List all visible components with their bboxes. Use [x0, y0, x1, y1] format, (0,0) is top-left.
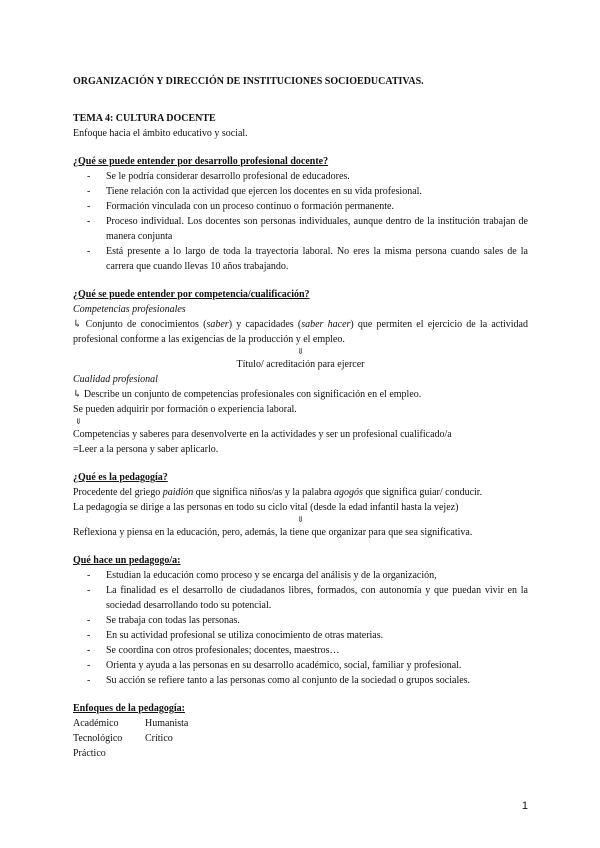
subheading-competencias: Competencias profesionales — [73, 304, 186, 315]
list-item: - Su acción se refiere tanto a las personas como al conjunto de la sociedad o grupos sociales. — [73, 673, 528, 688]
section-pedagogia — [73, 470, 528, 540]
list-item: - Se trabaja con todas las personas. — [73, 613, 528, 628]
section-heading: ¿Qué se puede entender por competencia/cualificación? — [73, 289, 310, 300]
section-competencia — [73, 287, 528, 457]
enfoques-row: Académico Humanista — [73, 718, 189, 729]
list-item: - Formación vinculada con un proceso continuo o formación permanente. — [73, 199, 528, 214]
section-desarrollo — [73, 154, 528, 274]
list-item: - Se coordina con otros profesionales; docentes, maestros… — [73, 643, 528, 658]
paragraph: =Leer a la persona y saber aplicarlo. — [73, 444, 219, 455]
section-pedagogo — [73, 553, 528, 688]
tema-heading: TEMA 4: CULTURA DOCENTE — [73, 113, 216, 124]
subheading-cualidad: Cualidad profesional — [73, 374, 158, 385]
paragraph: ↳ Describe un conjunto de competencias profesionales con significación en el empleo. — [73, 389, 422, 400]
document-page — [73, 68, 528, 761]
paragraph: Procedente del griego paidión que significa niños/as y la palabra agogós que significa guiar/ conducir. — [73, 487, 483, 498]
enfoques-row: Práctico — [73, 748, 106, 759]
list-item: - Orienta y ayuda a las personas en su desarrollo académico, social, familiar y profesional. — [73, 658, 528, 673]
paragraph: Competencias y saberes para desenvolverte en la actividades y ser un profesional cualificado/a — [73, 429, 452, 440]
enfoque-text: Enfoque hacia el ámbito educativo y social. — [73, 128, 248, 139]
section-heading: ¿Qué es la pedagogía? — [73, 472, 168, 483]
bullet-list — [73, 169, 528, 274]
titulo-text: Título/ acreditación para ejercer — [236, 359, 365, 370]
down-arrow-icon: ⇓ — [75, 417, 82, 426]
down-arrow-icon: ⇓ — [297, 347, 304, 356]
section-heading: Enfoques de la pedagogía: — [73, 703, 185, 714]
bullet-list — [73, 568, 528, 688]
section-enfoques — [73, 701, 528, 761]
paragraph: Reflexiona y piensa en la educación, pero, además, la tiene que organizar para que sea significativa. — [73, 527, 473, 538]
enfoques-row: Tecnológico Crítico — [73, 733, 173, 744]
list-item: - La finalidad es el desarrollo de ciudadanos libres, formados, con autonomía y que puedan vivir en la sociedad desarrollando todo su potencial. — [73, 583, 528, 613]
list-item: - Proceso individual. Los docentes son personas individuales, aunque dentro de la institución trabajan de manera conjunta — [73, 214, 528, 244]
list-item: - Tiene relación con la actividad que ejercen los docentes en su vida profesional. — [73, 184, 528, 199]
paragraph: ↳ Conjunto de conocimientos (saber) y capacidades (saber hacer) que permiten el ejercicio de la actividad profesional conforme a las exigencias de la producción y el empleo. — [73, 319, 528, 345]
paragraph: Se pueden adquirir por formación o experiencia laboral. — [73, 404, 297, 415]
section-heading: ¿Qué se puede entender por desarrollo profesional docente? — [73, 156, 329, 167]
down-arrow-icon: ⇓ — [297, 515, 304, 524]
list-item: - Estudian la educación como proceso y se encarga del análisis y de la organización, — [73, 568, 528, 583]
list-item: - Se le podría considerar desarrollo profesional de educadores. — [73, 169, 528, 184]
page-number: 1 — [521, 800, 528, 812]
paragraph: La pedagogía se dirige a las personas en todo su ciclo vital (desde la edad infantil hasta la vejez) — [73, 502, 459, 513]
section-heading: Qué hace un pedagogo/a: — [73, 555, 181, 566]
document-title: ORGANIZACIÓN Y DIRECCIÓN DE INSTITUCIONES SOCIOEDUCATIVAS. — [73, 76, 424, 87]
list-item: - En su actividad profesional se utiliza conocimiento de otras materias. — [73, 628, 528, 643]
list-item: - Está presente a lo largo de toda la trayectoria laboral. No eres la misma persona cuando sales de la carrera que cuando llevas 10 años trabajando. — [73, 244, 528, 274]
